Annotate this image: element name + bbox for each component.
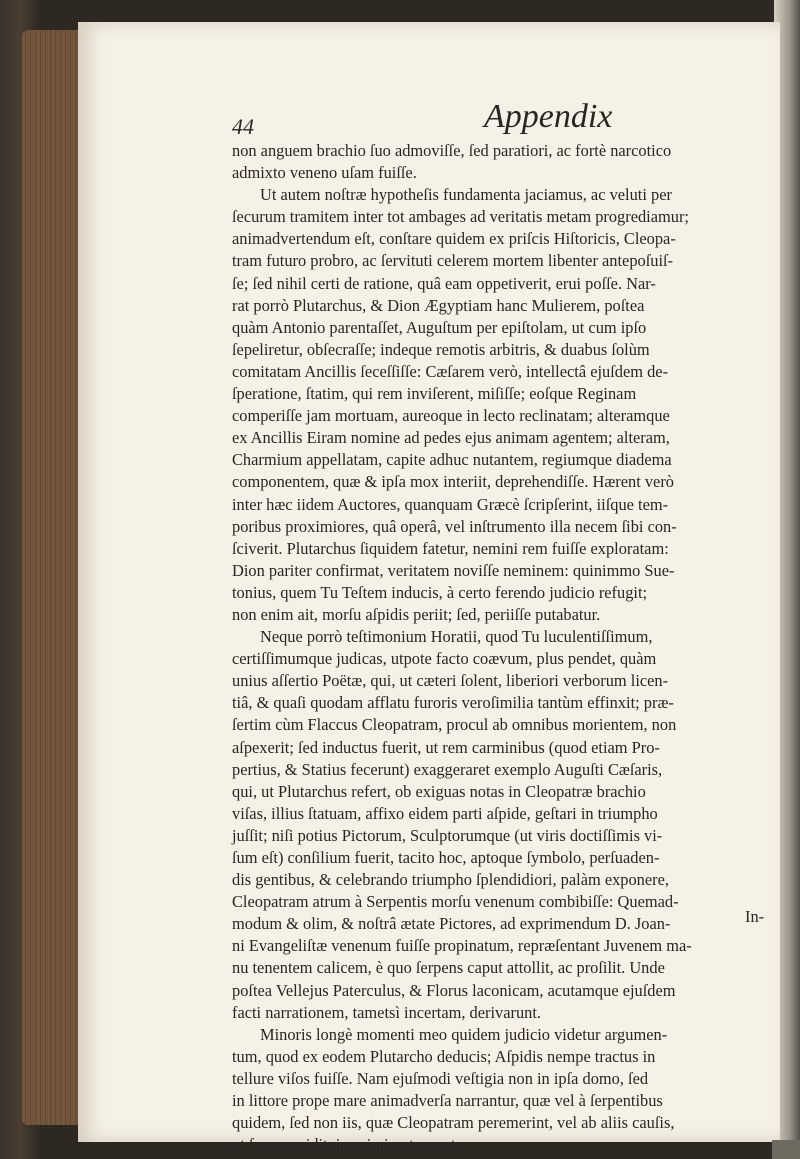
catchword: In- [745,907,765,926]
running-head: Appendix [484,98,613,135]
text-line: in littore prope mare animadverſa narrantur, quæ vel à ſerpentibus [232,1091,663,1111]
text-line: comitatam Ancillis ſeceſſiſſe: Cæſarem verò, intellectâ ejuſdem de- [232,361,669,381]
text-line: non enim ait, morſu aſpidis periit; ſed, periiſſe putabatur. [232,604,601,624]
text-line: aſpexerit; ſed inductus fuerit, ut rem carminibus (quod etiam Pro- [232,737,660,757]
text-line: tellure viſos fuiſſe. Nam ejuſmodi veſtigia non in ipſa domo, ſed [232,1068,649,1088]
text-line: componentem, quæ & ipſa mox interiit, deprehendiſſe. Hærent verò [232,472,674,492]
text-line: ſecurum tramitem inter tot ambages ad veritatis metam progrediamur; [232,207,689,227]
text-line: ſperatione, ſtatim, qui rem inviſerent, miſiſſe; eoſque Reginam [232,384,637,404]
text-line: Charmium appellatam, capite adhuc nutantem, regiumque diadema [232,450,672,470]
text-line: non anguem brachio ſuo admoviſſe, ſed paratiori, ac fortè narcotico [232,141,672,160]
text-line: quàm Antonio parentaſſet, Auguſtum per epiſtolam, ut cum ipſo [232,317,647,337]
text-line: Neque porrò teſtimonium Horatii, quod Tu luculentiſſimum, [260,627,653,647]
text-line: modum & olim, & noſtrâ ætate Pictores, ad exprimendum D. Joan- [232,914,671,934]
text-line: admixto veneno uſam fuiſſe. [232,163,417,183]
text-line: ſciverit. Plutarchus ſiquidem fatetur, nemini rem fuiſſe exploratam: [232,538,669,558]
page-header [232,98,772,144]
text-line: quidem, ſed non iis, quæ Cleopatram peremerint, vel ab aliis cauſis, [232,1113,675,1133]
text-line: Minoris longè momenti meo quidem judicio videtur argumen- [260,1024,668,1044]
text-line: poribus proximiores, quâ operâ, vel inſtrumento illa necem ſibi con- [232,516,677,536]
text-line: Dion pariter confirmat, veritatem noviſſe neminem: quinimmo Sue- [232,560,675,580]
text-line: certiſſimumque judicas, utpote facto coævum, plus pendet, quàm [232,649,657,669]
text-line: ut ſæpe accidit, imprimi potuerunt. [232,1135,460,1155]
text-line: ſepeliretur, obſecraſſe; indeque remotis arbitris, & duabus ſolùm [232,339,650,359]
text-line: unius aſſertio Poëtæ, qui, ut cæteri ſolent, liberiori verborum licen- [232,671,669,691]
text-line: ſertim cùm Flaccus Cleopatram, procul ab omnibus morientem, non [232,715,677,735]
text-line: dis gentibus, & celebrando triumpho ſplendidiori, palàm exponere, [232,870,669,890]
page-number: 44 [232,114,254,139]
text-line: poſtea Vellejus Paterculus, & Florus laconicam, acutamque ejuſdem [232,980,676,1000]
text-line: rat porrò Plutarchus, & Dion Ægyptiam hanc Mulierem, poſtea [232,295,645,315]
text-line: Cleopatram atrum à Serpentis morſu venenum combibiſſe: Quemad- [232,892,679,912]
text-line: ex Ancillis Eiram nomine ad pedes ejus animam agentem; alteram, [232,428,670,448]
text-line: juſſit; niſi potius Pictorum, Sculptorumque (ut viris doctiſſimis vi- [232,825,663,845]
text-line: tiâ, & quaſi quodam afflatu furoris veroſimilia tantùm effinxit; præ- [232,693,674,713]
text-line: viſas, illius ſtatuam, affixo eidem parti aſpide, geſtari in triumpho [232,803,658,823]
text-line: tram futuro probro, ac ſervituti celerem mortem libenter antepoſuiſ- [232,251,674,271]
scan-corner-mark [772,1140,800,1159]
body-text [232,140,777,1156]
text-line: ſum eſt) conſilium fuerit, tacito hoc, aptoque ſymbolo, perſuaden- [232,848,660,867]
text-line: qui, ut Plutarchus refert, ob exiguas notas in Cleopatræ brachio [232,781,646,801]
text-line: animadvertendum eſt, conſtare quidem ex priſcis Hiſtoricis, Cleopa- [232,229,676,249]
text-line: Ut autem noſtræ hypotheſis fundamenta jaciamus, ac veluti per [260,185,672,205]
text-line: pertius, & Statius fecerunt) exaggeraret exemplo Auguſti Cæſaris, [232,759,663,779]
text-line: ſe; ſed nihil certi de ratione, quâ eam oppetiverit, erui poſſe. Nar- [232,273,656,293]
text-line: facti narrationem, tametsì incertam, derivarunt. [232,1002,542,1022]
text-line: inter hæc iidem Auctores, quanquam Græcè ſcripſerint, iiſque tem- [232,494,669,514]
text-line: tum, quod ex eodem Plutarcho deducis; Aſpidis nempe tractus in [232,1046,656,1066]
text-line: tonius, quem Tu Teſtem inducis, à certo ferendo judicio refugit; [232,582,648,602]
text-line: comperiſſe jam mortuam, aureoque in lecto reclinatam; alteramque [232,406,670,426]
text-line: ni Evangeliſtæ venenum fuiſſe propinatum, repræſentant Juvenem ma- [232,936,692,956]
text-line: nu tenentem calicem, è quo ſerpens caput attollit, ac proſilit. Unde [232,958,665,978]
